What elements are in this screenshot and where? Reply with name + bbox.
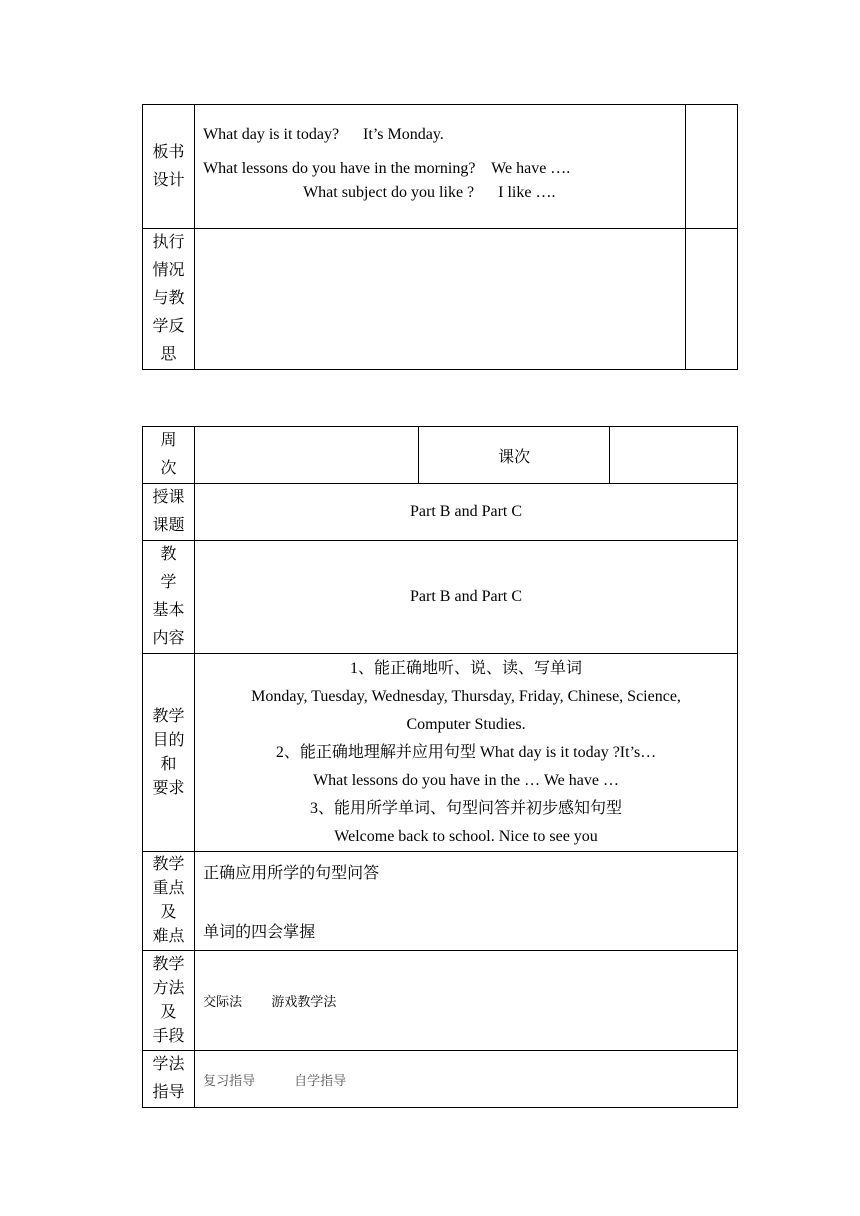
label-line: 执行 xyxy=(152,234,185,251)
goal-line: 1、能正确地听、说、读、写单词 xyxy=(350,659,583,677)
board-design-table xyxy=(142,104,738,370)
goals-content xyxy=(195,654,738,852)
content-label xyxy=(143,541,195,654)
label-line: 难点 xyxy=(152,928,185,945)
goal-line: What lessons do you have in the … We have … xyxy=(313,771,619,789)
week-label xyxy=(143,427,195,484)
label-line: 手段 xyxy=(152,1027,185,1045)
board-line-3: What subject do you like ? I like …. xyxy=(303,183,556,201)
lesson-number-value xyxy=(609,427,737,484)
week-value xyxy=(195,427,419,484)
methods-label xyxy=(143,951,195,1051)
board-design-label xyxy=(143,105,195,229)
label-line: 指导 xyxy=(152,1084,185,1101)
keypoint-line: 单词的四会掌握 xyxy=(203,924,316,941)
label-line: 情况 xyxy=(152,262,185,279)
label-line: 次 xyxy=(160,460,177,477)
label-line: 与教 xyxy=(152,290,185,307)
label-line: 和 xyxy=(160,755,177,773)
goal-line: 2、能正确地理解并应用句型 What day is it today ?It’s… xyxy=(275,743,657,761)
topic-label xyxy=(143,484,195,541)
reflection-label xyxy=(143,229,195,370)
board-design-extra-cell xyxy=(685,105,737,229)
goals-label xyxy=(143,654,195,852)
goal-line: Monday, Tuesday, Wednesday, Thursday, Friday, Chinese, Science, xyxy=(251,687,681,705)
goal-line: Welcome back to school. Nice to see you xyxy=(334,827,598,845)
label-line: 内容 xyxy=(152,630,185,647)
label-line: 学法 xyxy=(152,1056,185,1073)
board-line-1: What day is it today? It’s Monday. xyxy=(203,125,444,143)
label-line: 思 xyxy=(160,346,177,363)
lesson-plan-table xyxy=(142,426,738,1108)
guidance-value: 复习指导 自学指导 xyxy=(203,1072,347,1088)
topic-value: Part B and Part C xyxy=(195,484,738,541)
lesson-number-label: 课次 xyxy=(419,427,609,484)
label-line: 教 xyxy=(160,546,177,563)
goal-line: Computer Studies. xyxy=(406,715,526,733)
label-line: 周 xyxy=(160,432,177,449)
label-line: 基本 xyxy=(152,602,185,619)
guidance-content xyxy=(195,1051,738,1108)
label-line: 方法 xyxy=(152,979,185,997)
keypoints-label xyxy=(143,852,195,951)
label-line: 要求 xyxy=(152,779,185,797)
label-line: 课题 xyxy=(152,517,185,534)
content-value: Part B and Part C xyxy=(195,541,738,654)
label-line: 板书 xyxy=(152,143,185,161)
reflection-extra-cell xyxy=(685,229,737,370)
label-line: 目的 xyxy=(152,731,185,749)
label-line: 教学 xyxy=(152,955,185,973)
methods-value: 交际法 游戏教学法 xyxy=(203,994,337,1009)
label-line: 学反 xyxy=(152,318,185,335)
label-line: 及 xyxy=(160,904,177,921)
label-line: 设计 xyxy=(152,171,185,189)
guidance-label xyxy=(143,1051,195,1108)
label-line: 学 xyxy=(160,574,177,591)
label-line: 重点 xyxy=(152,880,185,897)
keypoints-content xyxy=(195,852,738,951)
keypoint-line: 正确应用所学的句型问答 xyxy=(203,865,380,882)
methods-content xyxy=(195,951,738,1051)
label-line: 授课 xyxy=(152,489,185,506)
board-line-2: What lessons do you have in the morning? We have …. xyxy=(203,159,571,177)
goal-line: 3、能用所学单词、句型问答并初步感知句型 xyxy=(310,799,623,817)
reflection-content xyxy=(195,229,686,370)
label-line: 及 xyxy=(160,1003,177,1021)
label-line: 教学 xyxy=(152,856,185,873)
label-line: 教学 xyxy=(152,707,185,725)
board-design-content xyxy=(195,105,686,229)
